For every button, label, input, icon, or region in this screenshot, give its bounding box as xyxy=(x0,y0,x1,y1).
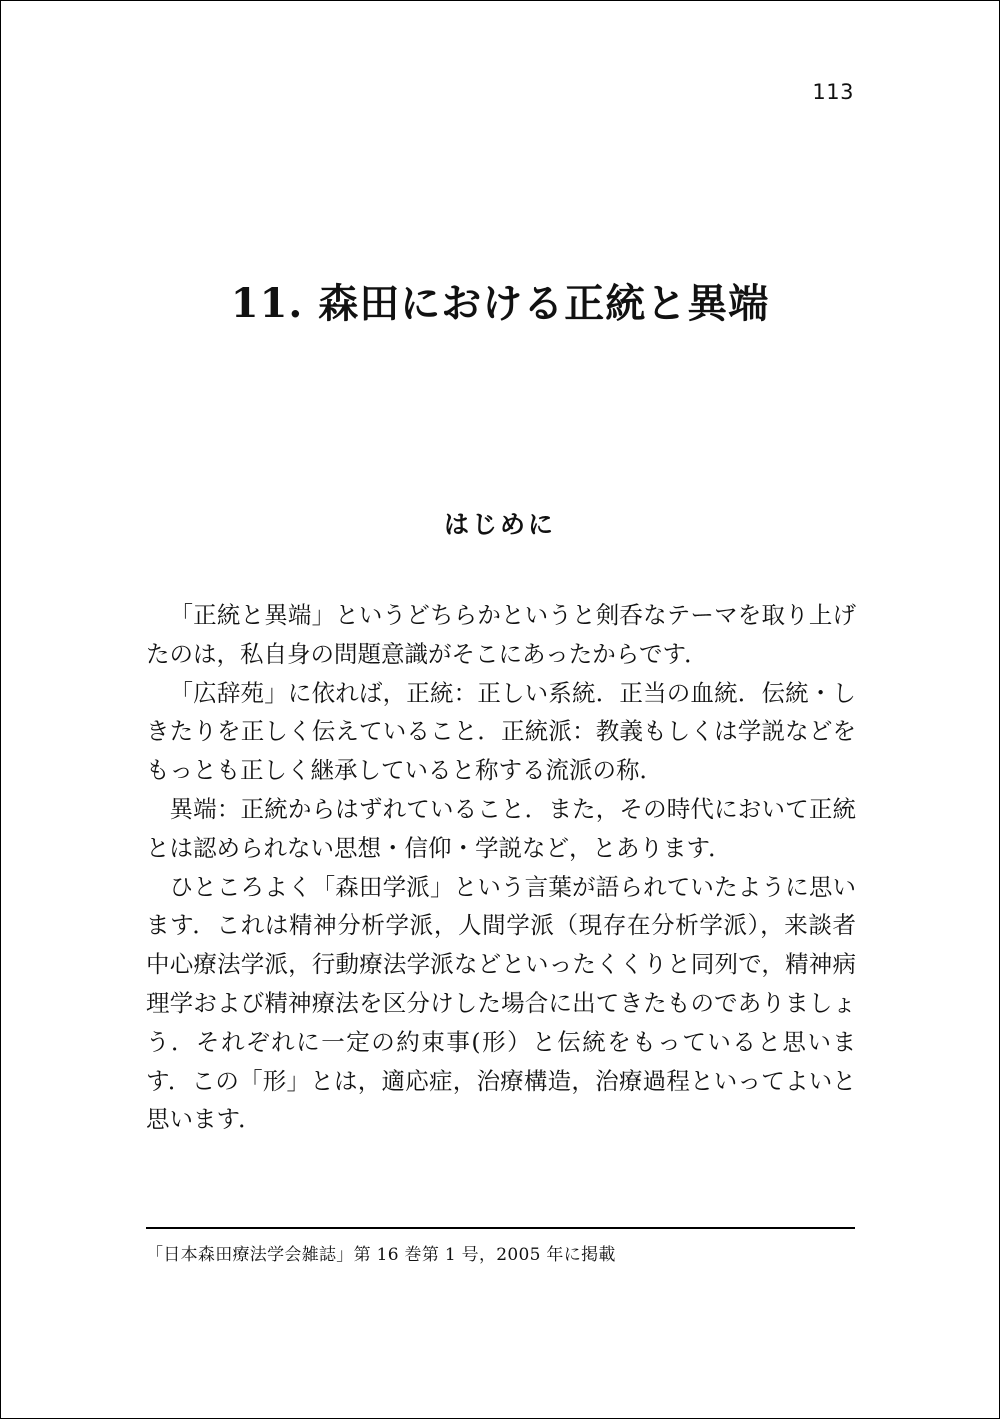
section-heading: はじめに xyxy=(443,510,556,539)
paragraph: 「広辞苑」に依れば，正統：正しい系統．正当の血統．伝統・しきたりを正しく伝えていること．正統派：教義もしくは学説などをもっとも正しく継承していると称する流派の称． xyxy=(146,678,856,785)
footnote-divider xyxy=(146,1227,855,1229)
page-number: 113 xyxy=(812,80,854,104)
paragraph: 「正統と異端」というどちらかというと剣呑なテーマを取り上げたのは，私自身の問題意識がそこにあったからです． xyxy=(146,601,856,668)
footnote: 「日本森田療法学会雑誌」第 16 巻第 1 号，2005 年に掲載 xyxy=(146,1245,616,1265)
chapter-title: 11. 森田における正統と異端 xyxy=(230,280,770,327)
body-text xyxy=(146,596,856,1139)
paragraph: ひところよく「森田学派」という言葉が語られていたように思います．これは精神分析学派，人間学派（現存在分析学派），来談者中心療法学派，行動療法学派などといったくくりと同列で，精神病理学および精神療法を区分けした場合に出てきたものでありましょう．それぞれに一定の約束事(形）と伝統をもっていると思います．この「形」とは，適応症，治療構造，治療過程といってよいと思います． xyxy=(146,872,856,1134)
paragraph: 異端：正統からはずれていること．また，その時代において正統とは認められない思想・信仰・学説など，とあります． xyxy=(146,794,856,862)
